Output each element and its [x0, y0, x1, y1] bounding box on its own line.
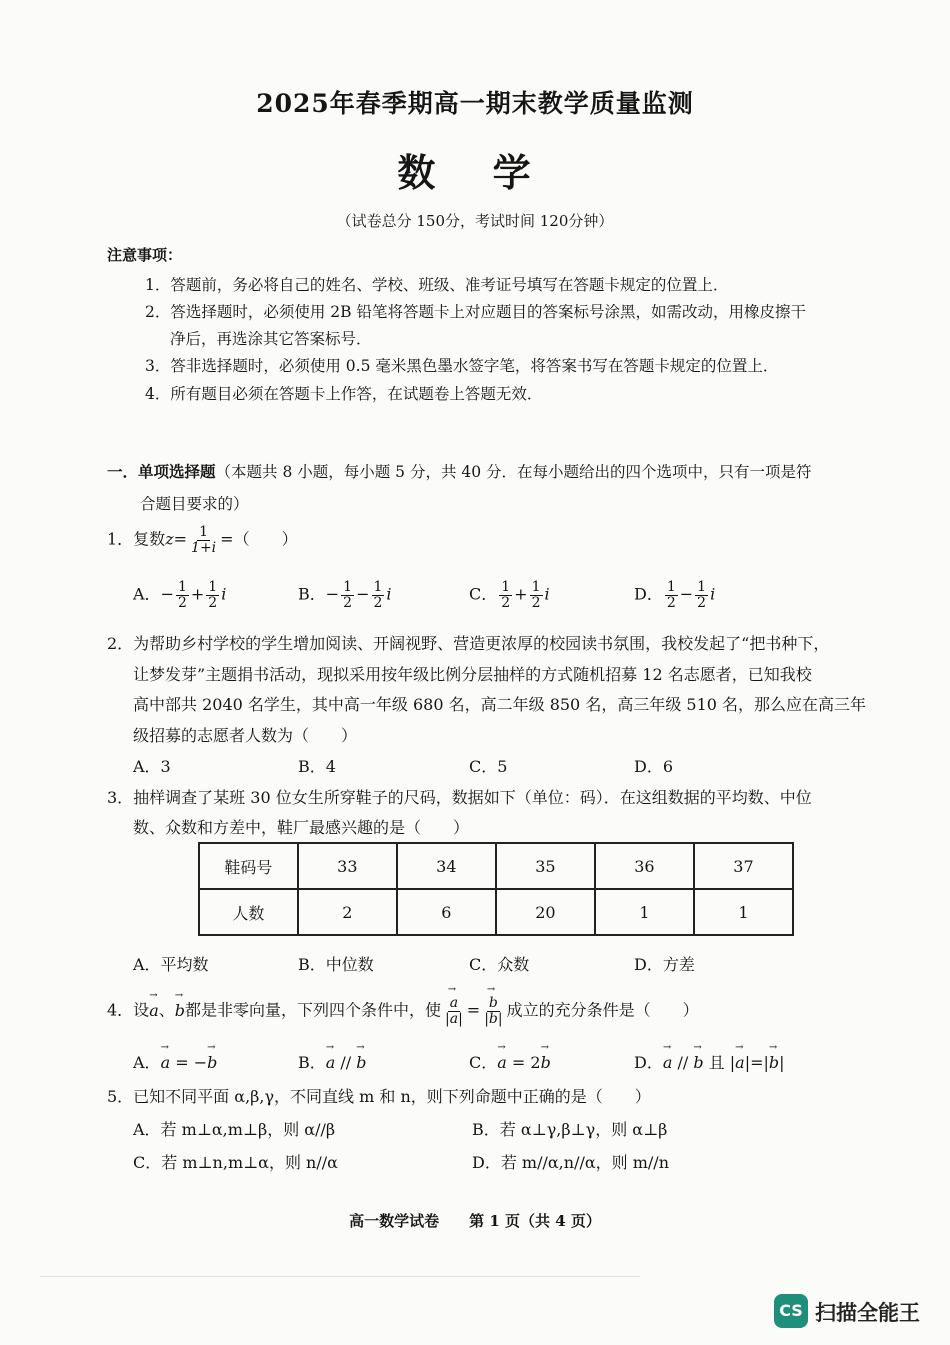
vector-a: → a — [497, 1053, 507, 1072]
question-4 — [107, 996, 699, 1026]
q3-option-c: C．众数 — [469, 955, 530, 974]
sign: − — [160, 584, 174, 604]
frac-num: → a — [448, 996, 460, 1012]
q4-tail: 成立的充分条件是（ ） — [506, 1000, 699, 1020]
q2-line: 2．为帮助乡村学校的学生增加阅读、开阔视野、营造更浓厚的校园读书氛围，我校发起了“把书种下， — [107, 634, 830, 653]
option-expr: 且 | — [703, 1053, 736, 1072]
sign: − — [356, 584, 370, 604]
q5-option-b: B．若 α⊥γ,β⊥γ，则 α⊥β — [472, 1120, 668, 1139]
q1-z: z — [165, 529, 174, 549]
fraction — [665, 580, 678, 610]
frac-num: 1 — [501, 579, 511, 595]
table-cell: 1 — [595, 889, 694, 935]
section-heading — [107, 460, 812, 482]
sign: + — [190, 584, 205, 604]
sign: − — [325, 584, 340, 604]
page-footer: 高一数学试卷 第 1 页（共 4 页） — [349, 1212, 601, 1230]
option-label: D． — [634, 1053, 663, 1072]
q1-option-d — [634, 580, 715, 610]
scan-line — [40, 1276, 640, 1277]
q2-option-b: B．4 — [298, 757, 336, 776]
frac-num: 1 — [343, 579, 353, 595]
q1-fraction — [189, 525, 218, 555]
frac-num: 1 — [531, 579, 541, 595]
q4-mid: 都是非零向量，下列四个条件中，使 — [185, 1000, 442, 1020]
q3-line: 3．抽样调查了某班 30 位女生所穿鞋子的尺码，数据如下（单位：码）．在这组数据的平均数、中位 — [107, 788, 812, 807]
q1-eq: = — [173, 529, 188, 549]
note-item: 3．答非选择题时，必须使用 0.5 毫米黑色墨水签字笔，将答案书写在答题卡规定的位置上． — [145, 357, 779, 375]
sign: + — [514, 584, 528, 604]
vector-b: → b — [356, 1053, 366, 1072]
frac-num: 1 — [373, 579, 383, 595]
option-expr: = − — [170, 1053, 208, 1072]
table-cell: 36 — [595, 843, 694, 889]
table-cell: 37 — [694, 843, 793, 889]
q1-option-c — [469, 580, 550, 610]
q1-stem: 1．复数 — [107, 529, 166, 549]
q1-den: 1+i — [191, 539, 217, 556]
vector-a: → a — [161, 1053, 171, 1072]
q3-option-b: B．中位数 — [298, 955, 374, 974]
q2-option-a: A．3 — [133, 757, 171, 776]
table-row — [199, 889, 793, 935]
option-label: B． — [298, 584, 326, 604]
notes-heading: 注意事项： — [107, 246, 183, 264]
frac-den: |b| — [484, 1010, 503, 1027]
q3-option-a: A．平均数 — [133, 955, 209, 974]
table-cell: 6 — [397, 889, 496, 935]
option-label: C． — [469, 584, 498, 604]
vector-a: → a — [326, 1053, 336, 1072]
table-cell: 34 — [397, 843, 496, 889]
q1-option-b — [298, 580, 392, 610]
q4-fraction-a — [443, 996, 465, 1026]
option-expr: |=| — [744, 1053, 769, 1072]
question-1 — [107, 525, 298, 555]
frac-den: 2 — [697, 594, 707, 611]
exam-time-note: （试卷总分 150分，考试时间 120分钟） — [336, 212, 614, 230]
subject-title: 数 学 — [397, 150, 553, 195]
q4-pre: 4．设 — [107, 1000, 150, 1020]
camscanner-logo-icon: CS — [774, 1294, 808, 1328]
option-label: A． — [133, 1053, 161, 1072]
q4-fraction-b — [482, 996, 504, 1026]
q5-option-c: C．若 m⊥n,m⊥α，则 n//α — [133, 1153, 338, 1172]
q2-option-d: D．6 — [634, 757, 674, 776]
frac-num: 1 — [177, 579, 187, 595]
fraction — [341, 580, 354, 610]
table-row — [199, 843, 793, 889]
vector-b: → b — [175, 1001, 185, 1020]
option-expr: | — [779, 1053, 785, 1072]
q3-option-d: D．方差 — [634, 955, 695, 974]
vector-b: → b — [693, 1053, 703, 1072]
fraction — [372, 580, 385, 610]
vector-a: → a — [735, 1053, 745, 1072]
frac-den: 2 — [343, 594, 353, 611]
frac-den: 2 — [501, 594, 511, 611]
shoe-size-table — [198, 842, 794, 936]
note-item: 1．答题前，务必将自己的姓名、学校、班级、准考证号填写在答题卡规定的位置上． — [145, 276, 729, 294]
option-label: B． — [298, 1053, 326, 1072]
fraction — [530, 580, 543, 610]
frac-den: 2 — [208, 594, 218, 611]
vector-b: → b — [541, 1053, 551, 1072]
imag-unit: i — [710, 584, 716, 604]
table-cell: 2 — [298, 889, 397, 935]
q4-eq: = — [466, 1000, 481, 1020]
imag-unit: i — [544, 584, 550, 604]
frac-num: 1 — [666, 579, 676, 595]
sign: − — [679, 584, 694, 604]
frac-num: 1 — [208, 579, 218, 595]
option-expr: // — [672, 1053, 694, 1072]
q1-num: 1 — [199, 524, 209, 540]
q5-option-a: A．若 m⊥α,m⊥β，则 α//β — [133, 1120, 336, 1139]
frac-num: 1 — [697, 579, 707, 595]
frac-den: 2 — [531, 594, 541, 611]
section-desc: （本题共 8 小题，每小题 5 分，共 40 分．在每小题给出的四个选项中，只有一项是符 — [215, 463, 812, 481]
q4-option-b — [298, 1050, 367, 1073]
fraction — [206, 580, 219, 610]
note-item: 2．答选择题时，必须使用 2B 铅笔将答题卡上对应题目的答案标号涂黑，如需改动，用橡皮擦干 — [145, 303, 806, 321]
frac-den: 2 — [373, 594, 383, 611]
option-label: A． — [133, 584, 161, 604]
option-label: D． — [634, 584, 663, 604]
vector-a: → a — [149, 1001, 159, 1020]
option-expr: = 2 — [506, 1053, 541, 1072]
table-cell: 20 — [496, 889, 595, 935]
table-cell: 33 — [298, 843, 397, 889]
watermark-text: 扫描全能王 — [815, 1301, 920, 1325]
frac-den: 2 — [177, 594, 187, 611]
imag-unit: i — [386, 584, 392, 604]
q4-sep: 、 — [158, 1000, 175, 1020]
row-header: 人数 — [199, 889, 298, 935]
note-item: 4．所有题目必须在答题卡上作答，在试题卷上答题无效． — [145, 385, 543, 403]
option-label: C． — [469, 1053, 498, 1072]
q1-option-a — [133, 580, 226, 610]
q2-line: 级招募的志愿者人数为（ ） — [133, 726, 358, 745]
q4-option-c — [469, 1050, 551, 1073]
table-cell: 35 — [496, 843, 595, 889]
vector-b: → b — [207, 1053, 217, 1072]
note-item: 净后，再选涂其它答案标号． — [170, 330, 372, 348]
q5-option-d: D．若 m//α,n//α，则 m//n — [472, 1153, 669, 1172]
q1-tail: =（ ） — [220, 529, 298, 549]
q5-stem: 5．已知不同平面 α,β,γ，不同直线 m 和 n，则下列命题中正确的是（ ） — [107, 1087, 651, 1106]
q4-option-a — [133, 1050, 217, 1073]
imag-unit: i — [221, 584, 227, 604]
vector-b: → b — [769, 1053, 779, 1072]
frac-den: |a| — [445, 1010, 463, 1027]
fraction — [176, 580, 189, 610]
q2-option-c: C．5 — [469, 757, 508, 776]
q2-line: 高中部共 2040 名学生，其中高一年级 680 名，高二年级 850 名，高三年级 510 名，那么应在高三年 — [133, 695, 867, 714]
section-desc-line2: 合题目要求的） — [140, 495, 249, 513]
section-title: 一．单项选择题 — [107, 463, 216, 481]
frac-den: 2 — [666, 594, 676, 611]
option-expr: // — [335, 1053, 357, 1072]
fraction — [695, 580, 708, 610]
fraction — [499, 580, 512, 610]
exam-title: 2025年春季期高一期末教学质量监测 — [256, 89, 694, 118]
vector-a: → a — [663, 1053, 673, 1072]
table-cell: 1 — [694, 889, 793, 935]
q2-line: 让梦发芽”主题捐书活动，现拟采用按年级比例分层抽样的方式随机招募 12 名志愿者，已知我校 — [133, 665, 812, 684]
q3-line: 数、众数和方差中，鞋厂最感兴趣的是（ ） — [133, 818, 470, 837]
q4-option-d — [634, 1050, 785, 1073]
row-header: 鞋码号 — [199, 843, 298, 889]
frac-num: → b — [487, 996, 500, 1012]
